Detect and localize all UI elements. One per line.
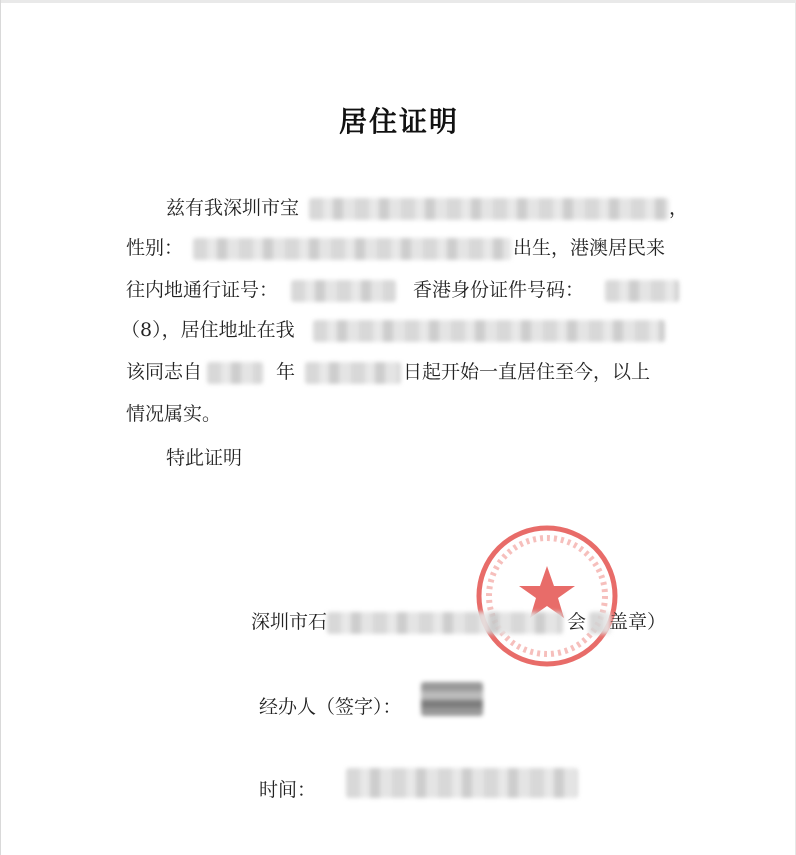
line1-suffix: ， — [669, 197, 689, 219]
official-seal — [473, 522, 621, 670]
redacted-org-suffix — [589, 612, 611, 634]
redacted-signature — [421, 682, 483, 716]
date-label: 时间： — [259, 779, 317, 801]
para-line-1 — [166, 193, 299, 223]
document-title: 居住证明 — [338, 105, 459, 138]
para-line-5-prefix: 该同志自 — [126, 361, 203, 383]
redacted-hkid-number — [605, 280, 679, 302]
page-top-edge — [1, 0, 796, 3]
para-line-5-year: 年 — [276, 361, 296, 383]
redacted-address-block — [313, 320, 665, 342]
redacted-month-day — [305, 362, 401, 384]
line1-prefix: 兹有我深圳市宝 — [166, 197, 300, 219]
org-mid: 会 — [567, 611, 587, 633]
para-line-6: 情况属实。 — [126, 403, 222, 425]
redacted-permit-number — [291, 280, 396, 302]
para-line-5-suffix: 日起开始一直居住至今，以上 — [403, 361, 651, 383]
redacted-org-name — [327, 612, 563, 634]
para-line-3-prefix: 往内地通行证号： — [126, 279, 279, 301]
redacted-gender-birth-block — [193, 238, 511, 260]
org-seal-suffix: 盖章） — [609, 611, 667, 633]
para-line-4-prefix: （8），居住地址在我 — [121, 319, 295, 341]
closing-text: 特此证明 — [166, 447, 243, 469]
org-prefix: 深圳市石 — [251, 611, 328, 633]
redacted-date — [346, 768, 578, 798]
redacted-year — [207, 362, 263, 384]
handler-label: 经办人（签字）： — [259, 696, 402, 718]
para-line-2-prefix: 性别： — [126, 237, 184, 259]
para-line-3-mid: 香港身份证件号码： — [413, 279, 585, 301]
redacted-name-block — [309, 198, 669, 220]
para-line-2-suffix: 出生，港澳居民来 — [513, 237, 666, 259]
